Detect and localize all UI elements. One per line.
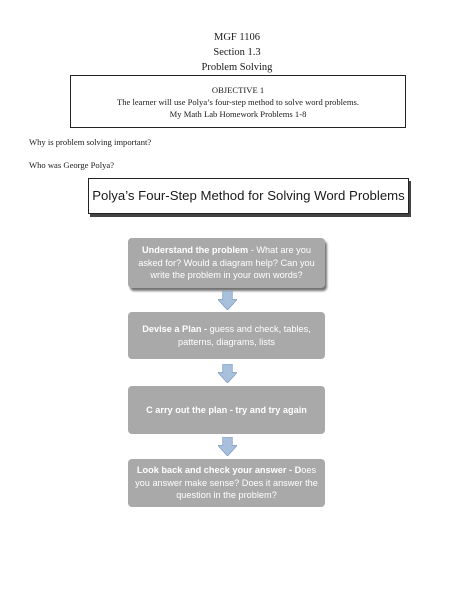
step-3-title: C arry out the plan - try and try again [146,404,307,415]
course-code: MGF 1106 [214,32,260,43]
step-2-title: Devise a Plan - [142,324,208,334]
objective-title: OBJECTIVE 1 [211,85,265,95]
section-number: Section 1.3 [213,47,261,58]
step-look-back [128,459,325,507]
topic-title: Problem Solving [201,62,273,73]
step-2-detail: guess and check, tables, patterns, diagrams, lists [177,324,311,347]
document-header [0,30,474,75]
question-why-problem-solving: Why is problem solving important? [29,137,152,147]
step-4-title: Look back and check your answer - D [136,465,302,476]
down-arrow-icon [218,437,237,456]
question-who-was-polya: Who was George Polya? [29,160,115,170]
step-understand-problem [128,238,325,288]
down-arrow-icon [218,291,237,310]
step-1-detail: - What are you asked for? Would a diagram help? Can you write the problem in your own words? [138,245,315,281]
objective-text: The learner will use Polya’s four-step method to solve word problems. [116,97,360,107]
step-4-detail: oes you answer make sense? Does it answer the question in the problem? [135,465,318,501]
step-carry-out-plan [128,386,325,434]
down-arrow-icon [218,364,237,383]
step-1-title: Understand the problem [142,245,249,256]
homework-text: My Math Lab Homework Problems 1-8 [169,109,307,119]
objective-box [70,75,406,128]
step-devise-plan [128,312,325,359]
method-title-box: Polya’s Four-Step Method for Solving Word Problems [88,178,409,214]
